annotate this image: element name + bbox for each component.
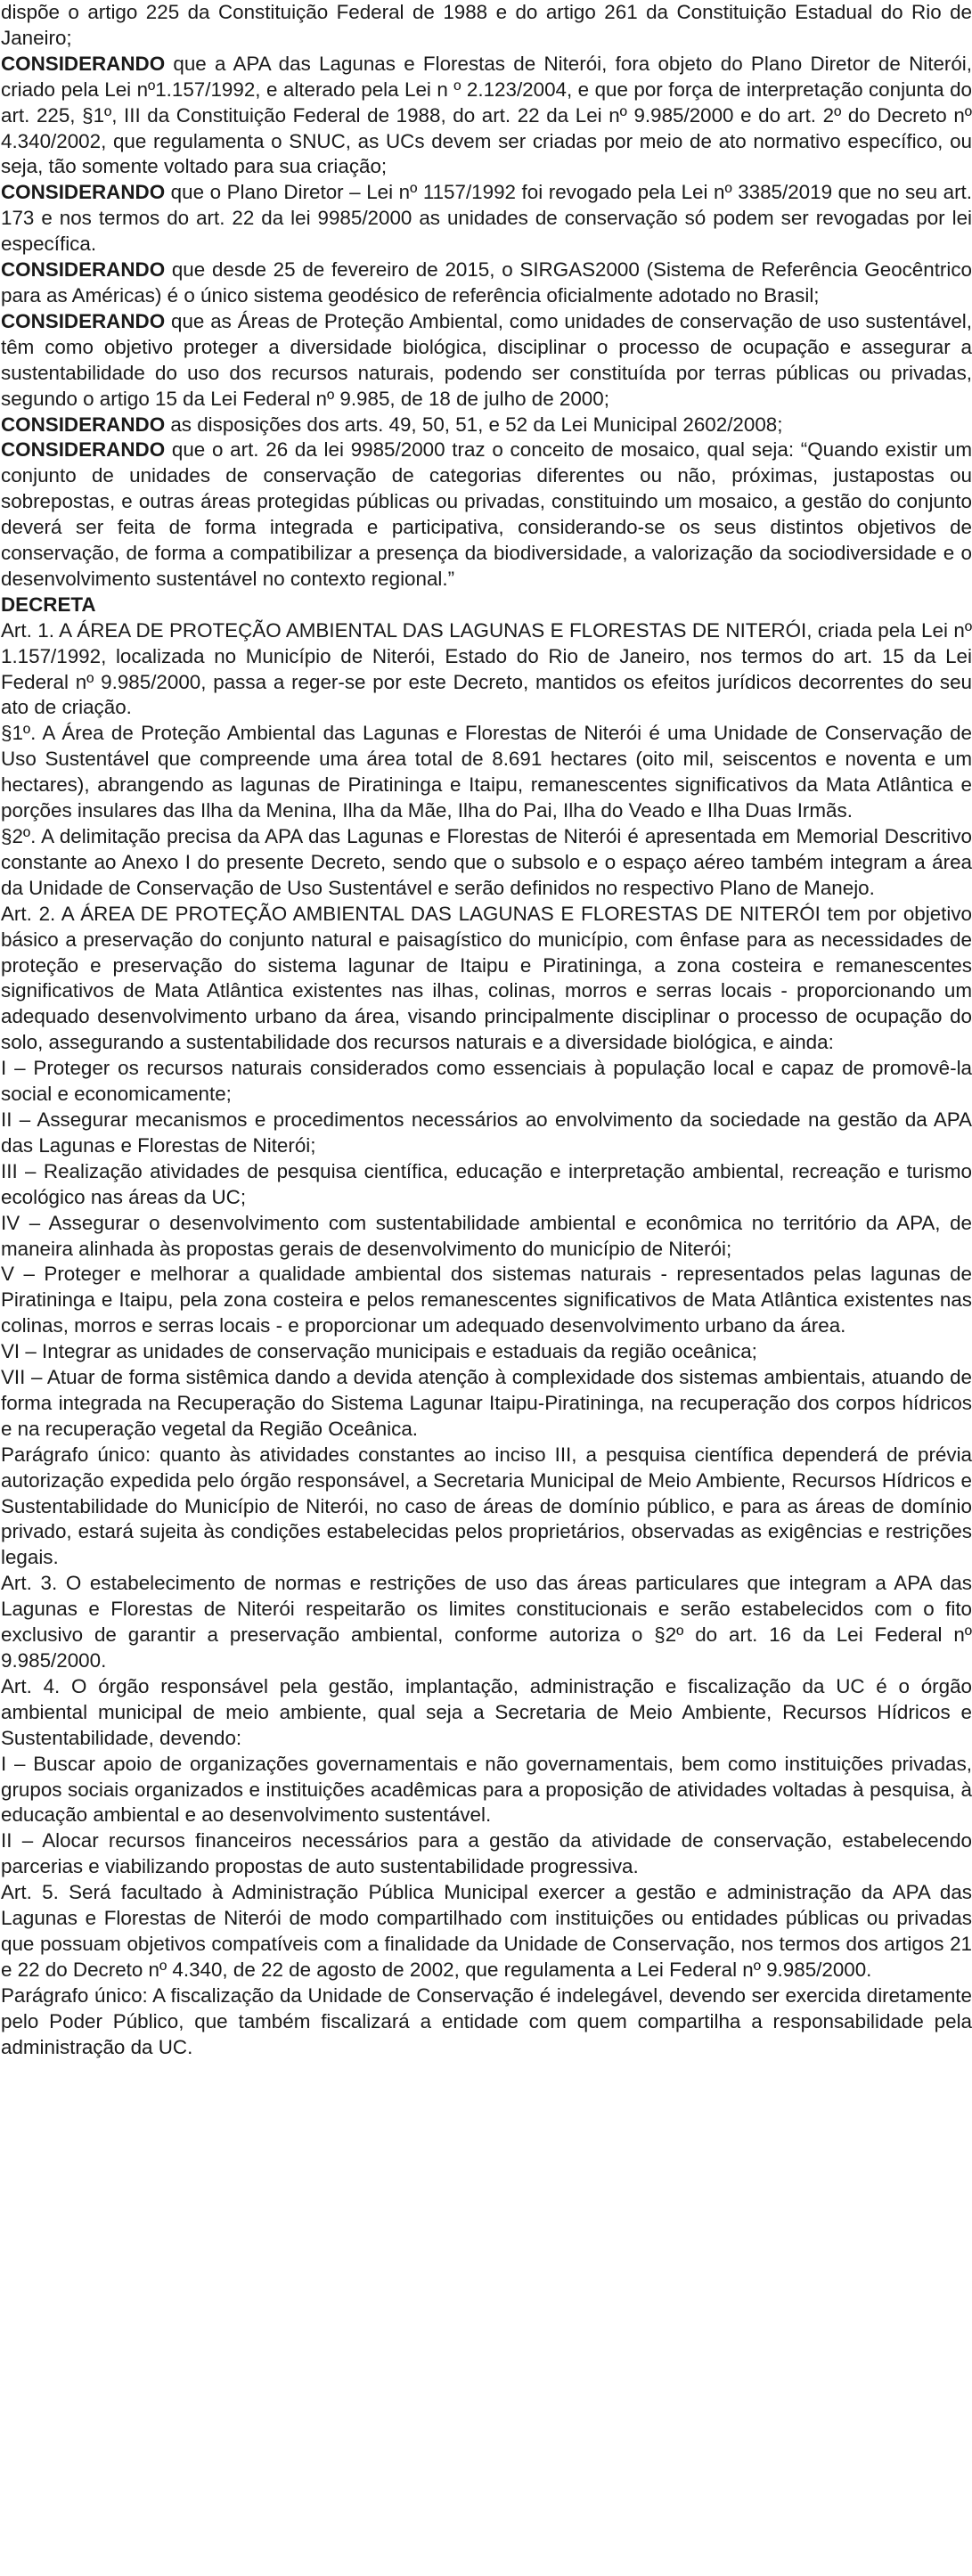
paragraph-keyword: CONSIDERANDO — [1, 309, 166, 332]
document-paragraph — [1, 1211, 972, 1263]
paragraph-keyword: DECRETA — [1, 593, 96, 616]
paragraph-text: IV – Assegurar o desenvolvimento com sustentabilidade ambiental e econômica no território da APA, de maneira alinhada às propostas gerais de desenvolvimento do município de Niterói; — [1, 1211, 972, 1260]
document-paragraph — [1, 1262, 972, 1339]
paragraph-text: Art. 3. O estabelecimento de normas e restrições de uso das áreas particulares que integram a APA das Lagunas e Florestas de Niterói respeitarão os limites constitucionais e serão estabelecidos com o fito exclusivo de garantir a preservação ambiental, conforme autoriza o §2º do art. 16 da Lei Federal nº 9.985/2000. — [1, 1572, 972, 1672]
document-paragraph — [1, 1674, 972, 1752]
document-paragraph — [1, 0, 972, 52]
paragraph-text: dispõe o artigo 225 da Constituição Federal de 1988 e do artigo 261 da Constituição Estadual do Rio de Janeiro; — [1, 1, 972, 49]
document-paragraph — [1, 1056, 972, 1108]
document-paragraph — [1, 1365, 972, 1443]
document-paragraph — [1, 1339, 972, 1365]
document-paragraph — [1, 52, 972, 181]
paragraph-text: Art. 5. Será facultado à Administração Pública Municipal exercer a gestão e administração da APA das Lagunas e Florestas de Niterói de modo compartilhado com instituições ou entidades públicas ou privadas que possuam objetivos compatíveis com a finalidade da Unidade de Conservação, nos termos dos artigos 21 e 22 do Decreto nº 4.340, de 22 de agosto de 2002, que regulamenta a Lei Federal nº 9.985/2000. — [1, 1881, 972, 1981]
paragraph-text: II – Alocar recursos financeiros necessários para a gestão da atividade de conservação, estabelecendo parcerias e viabilizando propostas de auto sustentabilidade progressiva. — [1, 1829, 972, 1878]
document-paragraph — [1, 258, 972, 309]
paragraph-text: Art. 4. O órgão responsável pela gestão, implantação, administração e fiscalização da UC é o órgão ambiental municipal de meio ambiente, qual seja a Secretaria de Meio Ambiente, Recursos Hídricos e Sustentabilidade, devendo: — [1, 1674, 972, 1749]
paragraph-keyword: CONSIDERANDO — [1, 413, 166, 436]
document-paragraph — [1, 413, 972, 438]
document-paragraph — [1, 1108, 972, 1159]
paragraph-text: II – Assegurar mecanismos e procedimentos necessários ao envolvimento da sociedade na gestão da APA das Lagunas e Florestas de Niterói; — [1, 1108, 972, 1157]
document-paragraph — [1, 1752, 972, 1829]
document-paragraph — [1, 438, 972, 592]
paragraph-text: Art. 2. A ÁREA DE PROTEÇÃO AMBIENTAL DAS LAGUNAS E FLORESTAS DE NITERÓI tem por objetivo básico a preservação do conjunto natural e paisagístico do município, com ênfase para as necessidades de proteção e preservação do sistema lagunar de Itaipu e Piratininga, a zona costeira e remanescentes significativos de Mata Atlântica existentes nas ilhas, colinas, morros e serras locais - proporcionando um adequado desenvolvimento urbano da área, visando principalmente disciplinar o processo de ocupação do solo, assegurando a sustentabilidade dos recursos naturais e a diversidade biológica, e ainda: — [1, 902, 972, 1054]
document-paragraph — [1, 1159, 972, 1211]
document-paragraph — [1, 1828, 972, 1880]
document-paragraph — [1, 1880, 972, 1983]
paragraph-text: que o art. 26 da lei 9985/2000 traz o conceito de mosaico, qual seja: “Quando existir um conjunto de unidades de conservação de categorias diferentes ou não, próximas, justapostas ou sobrepostas, e outras áreas protegidas públicas ou privadas, constituindo um mosaico, a gestão do conjunto deverá ser feita de forma integrada e participativa, considerando-se os seus distintos objetivos de conservação, de forma a compatibilizar a presença da biodiversidade, a valorização da sociodiversidade e o desenvolvimento sustentável no contexto regional.” — [1, 438, 972, 590]
document-paragraph — [1, 902, 972, 1056]
paragraph-text: Parágrafo único: A fiscalização da Unidade de Conservação é indelegável, devendo ser exercida diretamente pelo Poder Público, que também fiscalizará a entidade com quem compartilha a responsabilidade pela administração da UC. — [1, 1983, 972, 2058]
paragraph-text: que desde 25 de fevereiro de 2015, o SIRGAS2000 (Sistema de Referência Geocêntrico para as Américas) é o único sistema geodésico de referência oficialmente adotado no Brasil; — [1, 258, 972, 307]
paragraph-keyword: CONSIDERANDO — [1, 181, 166, 204]
document-paragraph — [1, 180, 972, 258]
paragraph-keyword: CONSIDERANDO — [1, 52, 166, 75]
document-paragraph — [1, 309, 972, 413]
document-paragraph — [1, 1443, 972, 1572]
paragraph-text: VI – Integrar as unidades de conservação municipais e estaduais da região oceânica; — [1, 1340, 757, 1363]
document-paragraph — [1, 1571, 972, 1674]
paragraph-text: Art. 1. A ÁREA DE PROTEÇÃO AMBIENTAL DAS LAGUNAS E FLORESTAS DE NITERÓI, criada pela Lei nº 1.157/1992, localizada no Município de Niterói, Estado do Rio de Janeiro, nos termos do art. 15 da Lei Federal nº 9.985/2000, passa a reger-se por este Decreto, mantidos os efeitos jurídicos decorrentes do seu ato de criação. — [1, 618, 972, 719]
document-paragraph — [1, 618, 972, 722]
paragraph-text: §1º. A Área de Proteção Ambiental das Lagunas e Florestas de Niterói é uma Unidade de Conservação de Uso Sustentável que compreende uma área total de 8.691 hectares (oito mil, seiscentos e noventa e um hectares), abrangendo as lagunas de Piratininga e Itaipu, remanescentes significativos da Mata Atlântica e porções insulares das Ilha da Menina, Ilha da Mãe, Ilha do Pai, Ilha do Veado e Ilha Duas Irmãs. — [1, 722, 972, 822]
paragraph-text: I – Proteger os recursos naturais considerados como essenciais à população local e capaz de promovê-la social e economicamente; — [1, 1057, 972, 1106]
paragraph-text: VII – Atuar de forma sistêmica dando a devida atenção à complexidade dos sistemas ambientais, atuando de forma integrada na Recuperação do Sistema Lagunar Itaipu-Piratininga, na recuperação dos corpos hídricos e na recuperação vegetal da Região Oceânica. — [1, 1366, 972, 1440]
document-paragraph — [1, 824, 972, 902]
document-paragraph — [1, 593, 972, 618]
paragraph-text: Parágrafo único: quanto às atividades constantes ao inciso III, a pesquisa científica dependerá de prévia autorização expedida pelo órgão responsável, a Secretaria Municipal de Meio Ambiente, Recursos Hídricos e Sustentabilidade do Município de Niterói, no caso de áreas de domínio público, e para as áreas de domínio privado, estará sujeita às condições estabelecidas pelos proprietários, observadas as exigências e restrições legais. — [1, 1443, 972, 1569]
paragraph-text: as disposições dos arts. 49, 50, 51, e 52 da Lei Municipal 2602/2008; — [165, 413, 783, 436]
paragraph-keyword: CONSIDERANDO — [1, 438, 166, 462]
paragraph-text: que o Plano Diretor – Lei nº 1157/1992 foi revogado pela Lei nº 3385/2019 que no seu art. 173 e nos termos do art. 22 da lei 9985/2000 as unidades de conservação só podem ser revogadas por lei específica. — [1, 181, 972, 256]
document-paragraph — [1, 1983, 972, 2061]
paragraph-text: I – Buscar apoio de organizações governamentais e não governamentais, bem como instituições privadas, grupos sociais organizados e instituições acadêmicas para a proposição de atividades voltadas à pesquisa, à educação ambiental e ao desenvolvimento sustentável. — [1, 1752, 972, 1827]
document-paragraph — [1, 721, 972, 824]
paragraph-text: V – Proteger e melhorar a qualidade ambiental dos sistemas naturais - representados pelas lagunas de Piratininga e Itaipu, pela zona costeira e pelos remanescentes significativos de Mata Atlântica existentes nas colinas, morros e serras locais - e proporcionar um adequado desenvolvimento urbano da área. — [1, 1263, 972, 1337]
paragraph-text: que a APA das Lagunas e Florestas de Niterói, fora objeto do Plano Diretor de Niterói, criado pela Lei nº1.157/1992, e alterado pela Lei n º 2.123/2004, e que por força de interpretação conjunta do art. 225, §1º, III da Constituição Federal de 1988, do art. 22 da Lei nº 9.985/2000 e do art. 2º do Decreto nº 4.340/2002, que regulamenta o SNUC, as UCs devem ser criadas por meio de ato normativo específico, ou seja, tão somente voltado para sua criação; — [1, 52, 972, 178]
paragraph-text: §2º. A delimitação precisa da APA das Lagunas e Florestas de Niterói é apresentada em Memorial Descritivo constante ao Anexo I do presente Decreto, sendo que o subsolo e o espaço aéreo também integram a área da Unidade de Conservação de Uso Sustentável e serão definidos no respectivo Plano de Manejo. — [1, 825, 972, 899]
paragraph-text: III – Realização atividades de pesquisa científica, educação e interpretação ambiental, recreação e turismo ecológico nas áreas da UC; — [1, 1159, 972, 1208]
paragraph-keyword: CONSIDERANDO — [1, 258, 166, 282]
paragraph-text: que as Áreas de Proteção Ambiental, como unidades de conservação de uso sustentável, têm como objetivo proteger a diversidade biológica, disciplinar o processo de ocupação e assegurar a sustentabilidade do uso dos recursos naturais, podendo ser constituída por terras públicas ou privadas, segundo o artigo 15 da Lei Federal nº 9.985, de 18 de julho de 2000; — [1, 309, 972, 410]
